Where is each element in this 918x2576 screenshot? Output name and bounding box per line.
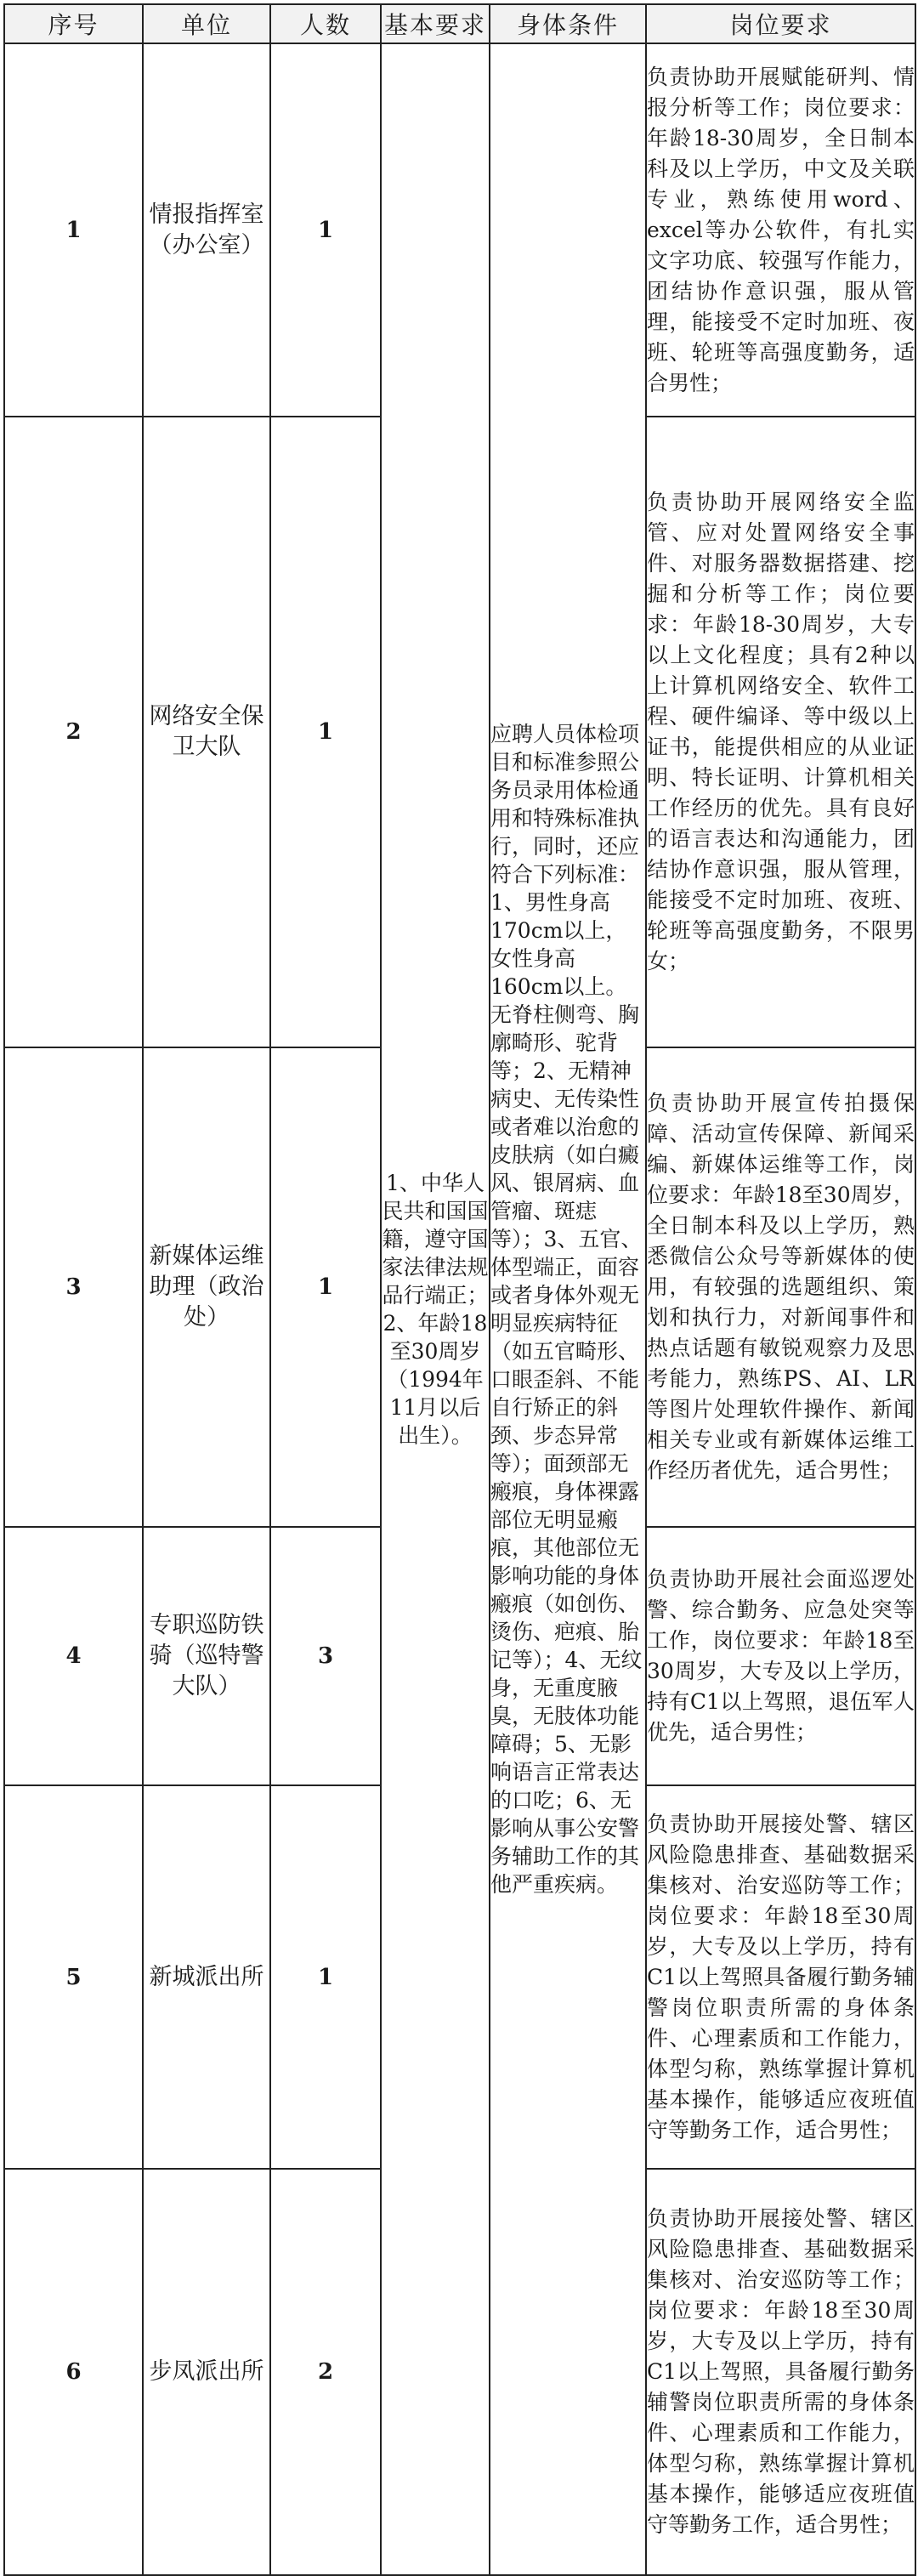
row-count: 1 xyxy=(270,43,381,417)
row-unit: 专职巡防铁骑（巡特警大队） xyxy=(143,1527,270,1785)
row-job-requirement: 负责协助开展社会面巡逻处警、综合勤务、应急处突等工作，岗位要求：年龄18至30周岁，大专及以上学历，持有C1以上驾照，退伍军人优先，适合男性； xyxy=(646,1527,915,1785)
basic-requirements-cell: 1、中华人民共和国国籍，遵守国家法律法规品行端正；2、年龄18至30周岁（1994年11月以后出生）。 xyxy=(381,43,490,2575)
header-unit: 单位 xyxy=(143,4,270,43)
row-index: 2 xyxy=(4,417,143,1047)
recruitment-table xyxy=(3,3,916,2576)
row-index: 4 xyxy=(4,1527,143,1785)
row-count: 2 xyxy=(270,2169,381,2575)
row-index: 5 xyxy=(4,1785,143,2169)
row-count: 3 xyxy=(270,1527,381,1785)
header-job-requirements: 岗位要求 xyxy=(646,4,915,43)
row-job-requirement: 负责协助开展接处警、辖区风险隐患排查、基础数据采集核对、治安巡防等工作；岗位要求：年龄18至30周岁，大专及以上学历，持有C1以上驾照，具备履行勤务辅警岗位职责所需的身体条件、心理素质和工作能力，体型匀称，熟练掌握计算机基本操作，能够适应夜班值守等勤务工作，适合男性； xyxy=(646,2169,915,2575)
header-index: 序号 xyxy=(4,4,143,43)
row-job-requirement: 负责协助开展网络安全监管、应对处置网络安全事件、对服务器数据搭建、挖掘和分析等工作；岗位要求：年龄18-30周岁，大专以上文化程度；具有2种以上计算机网络安全、软件工程、硬件编译、等中级以上证书，能提供相应的从业证明、特长证明、计算机相关工作经历的优先。具有良好的语言表达和沟通能力，团结协作意识强，服从管理，能接受不定时加班、夜班、轮班等高强度勤务，不限男女； xyxy=(646,417,915,1047)
table-row xyxy=(4,43,915,417)
row-unit: 新媒体运维助理（政治处） xyxy=(143,1047,270,1527)
row-index: 1 xyxy=(4,43,143,417)
header-count: 人数 xyxy=(270,4,381,43)
row-job-requirement: 负责协助开展接处警、辖区风险隐患排查、基础数据采集核对、治安巡防等工作；岗位要求：年龄18至30周岁，大专及以上学历，持有C1以上驾照具备履行勤务辅警岗位职责所需的身体条件、心理素质和工作能力，体型匀称，熟练掌握计算机基本操作，能够适应夜班值守等勤务工作，适合男性； xyxy=(646,1785,915,2169)
row-count: 1 xyxy=(270,417,381,1047)
row-unit: 步凤派出所 xyxy=(143,2169,270,2575)
header-physical-conditions: 身体条件 xyxy=(490,4,646,43)
row-count: 1 xyxy=(270,1047,381,1527)
physical-conditions-cell: 应聘人员体检项目和标准参照公务员录用体检通用和特殊标准执行，同时，还应符合下列标准：1、男性身高170cm以上，女性身高160cm以上。无脊柱侧弯、胸廓畸形、驼背等；2、无精神病史、无传染性或者难以治愈的皮肤病（如白癜风、银屑病、血管瘤、斑痣等）；3、五官、体型端正，面容或者身体外观无明显疾病特征（如五官畸形、口眼歪斜、不能自行矫正的斜颈、步态异常等）；面颈部无瘢痕，身体裸露部位无明显瘢痕，其他部位无影响功能的身体瘢痕（如创伤、烫伤、疤痕、胎记等）；4、无纹身，无重度腋臭，无肢体功能障碍；5、无影响语言正常表达的口吃；6、无影响从事公安警务辅助工作的其他严重疾病。 xyxy=(490,43,646,2575)
row-unit: 新城派出所 xyxy=(143,1785,270,2169)
row-unit: 情报指挥室（办公室） xyxy=(143,43,270,417)
row-index: 3 xyxy=(4,1047,143,1527)
row-unit: 网络安全保卫大队 xyxy=(143,417,270,1047)
row-index: 6 xyxy=(4,2169,143,2575)
row-job-requirement: 负责协助开展宣传拍摄保障、活动宣传保障、新闻采编、新媒体运维等工作，岗位要求：年龄18至30周岁，全日制本科及以上学历，熟悉微信公众号等新媒体的使用，有较强的选题组织、策划和执行力，对新闻事件和热点话题有敏锐观察力及思考能力，熟练PS、AI、LR等图片处理软件操作、新闻相关专业或有新媒体运维工作经历者优先，适合男性； xyxy=(646,1047,915,1527)
table-header-row xyxy=(4,4,915,43)
header-basic-requirements: 基本要求 xyxy=(381,4,490,43)
row-count: 1 xyxy=(270,1785,381,2169)
row-job-requirement: 负责协助开展赋能研判、情报分析等工作；岗位要求：年龄18-30周岁，全日制本科及以上学历，中文及关联专业，熟练使用word、excel等办公软件，有扎实文字功底、较强写作能力，团结协作意识强，服从管理，能接受不定时加班、夜班、轮班等高强度勤务，适合男性； xyxy=(646,43,915,417)
